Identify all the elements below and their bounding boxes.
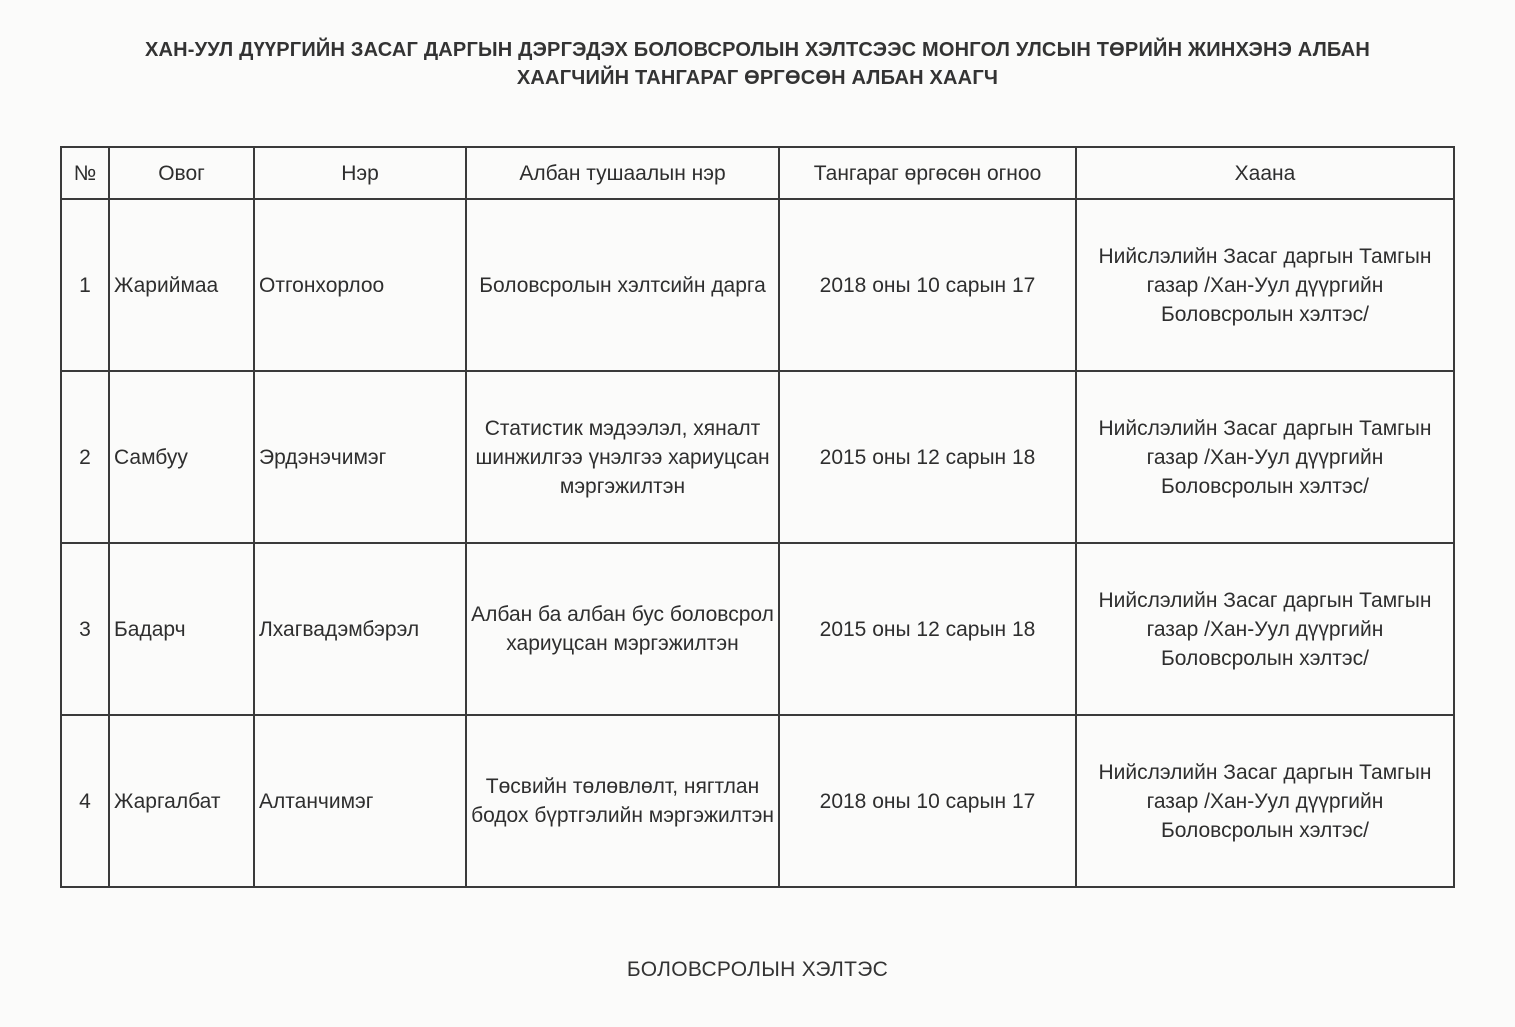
cell-num: 1: [61, 199, 109, 371]
cell-num: 4: [61, 715, 109, 887]
footer-department: БОЛОВСРОЛЫН ХЭЛТЭС: [626, 958, 889, 981]
cell-oath-date: 2018 оны 10 сарын 17: [779, 199, 1076, 371]
cell-name: Лхагвадэмбэрэл: [254, 543, 466, 715]
cell-surname: Бадарч: [109, 543, 254, 715]
cell-where: Нийслэлийн Засаг даргын Тамгын газар /Хан-Уул дүүргийн Боловсролын хэлтэс/: [1076, 371, 1454, 543]
cell-position: Статистик мэдээлэл, хяналт шинжилгээ үнэлгээ хариуцсан мэргэжилтэн: [466, 371, 779, 543]
table-row: [61, 543, 1454, 715]
officers-table: [60, 146, 1455, 888]
cell-oath-date: 2018 оны 10 сарын 17: [779, 715, 1076, 887]
cell-position: Боловсролын хэлтсийн дарга: [466, 199, 779, 371]
table-row: [61, 199, 1454, 371]
header-position: Албан тушаалын нэр: [466, 147, 779, 199]
cell-where: Нийслэлийн Засаг даргын Тамгын газар /Хан-Уул дүүргийн Боловсролын хэлтэс/: [1076, 199, 1454, 371]
cell-position: Албан ба албан бус боловсрол хариуцсан мэргэжилтэн: [466, 543, 779, 715]
header-num: №: [61, 147, 109, 199]
cell-surname: Жаргалбат: [109, 715, 254, 887]
header-where: Хаана: [1076, 147, 1454, 199]
cell-num: 2: [61, 371, 109, 543]
cell-where: Нийслэлийн Засаг даргын Тамгын газар /Хан-Уул дүүргийн Боловсролын хэлтэс/: [1076, 715, 1454, 887]
title-line-2: ХААГЧИЙН ТАНГАРАГ ӨРГӨСӨН АЛБАН ХААГЧ: [516, 67, 999, 89]
cell-oath-date: 2015 оны 12 сарын 18: [779, 543, 1076, 715]
title-line-1: ХАН-УУЛ ДҮҮРГИЙН ЗАСАГ ДАРГЫН ДЭРГЭДЭХ БОЛОВСРОЛЫН ХЭЛТСЭЭС МОНГОЛ УЛСЫН ТӨРИЙН ЖИНХЭНЭ АЛБАН: [144, 39, 1371, 61]
header-surname: Овог: [109, 147, 254, 199]
cell-where: Нийслэлийн Засаг даргын Тамгын газар /Хан-Уул дүүргийн Боловсролын хэлтэс/: [1076, 543, 1454, 715]
cell-name: Алтанчимэг: [254, 715, 466, 887]
cell-num: 3: [61, 543, 109, 715]
table-header-row: [61, 147, 1454, 199]
cell-position: Төсвийн төлөвлөлт, нягтлан бодох бүртгэлийн мэргэжилтэн: [466, 715, 779, 887]
cell-surname: Самбуу: [109, 371, 254, 543]
cell-surname: Жариймаа: [109, 199, 254, 371]
header-oath-date: Тангараг өргөсөн огноо: [779, 147, 1076, 199]
cell-oath-date: 2015 оны 12 сарын 18: [779, 371, 1076, 543]
table-row: [61, 715, 1454, 887]
table-row: [61, 371, 1454, 543]
cell-name: Эрдэнэчимэг: [254, 371, 466, 543]
cell-name: Отгонхорлоо: [254, 199, 466, 371]
document-title: [60, 36, 1455, 92]
header-name: Нэр: [254, 147, 466, 199]
